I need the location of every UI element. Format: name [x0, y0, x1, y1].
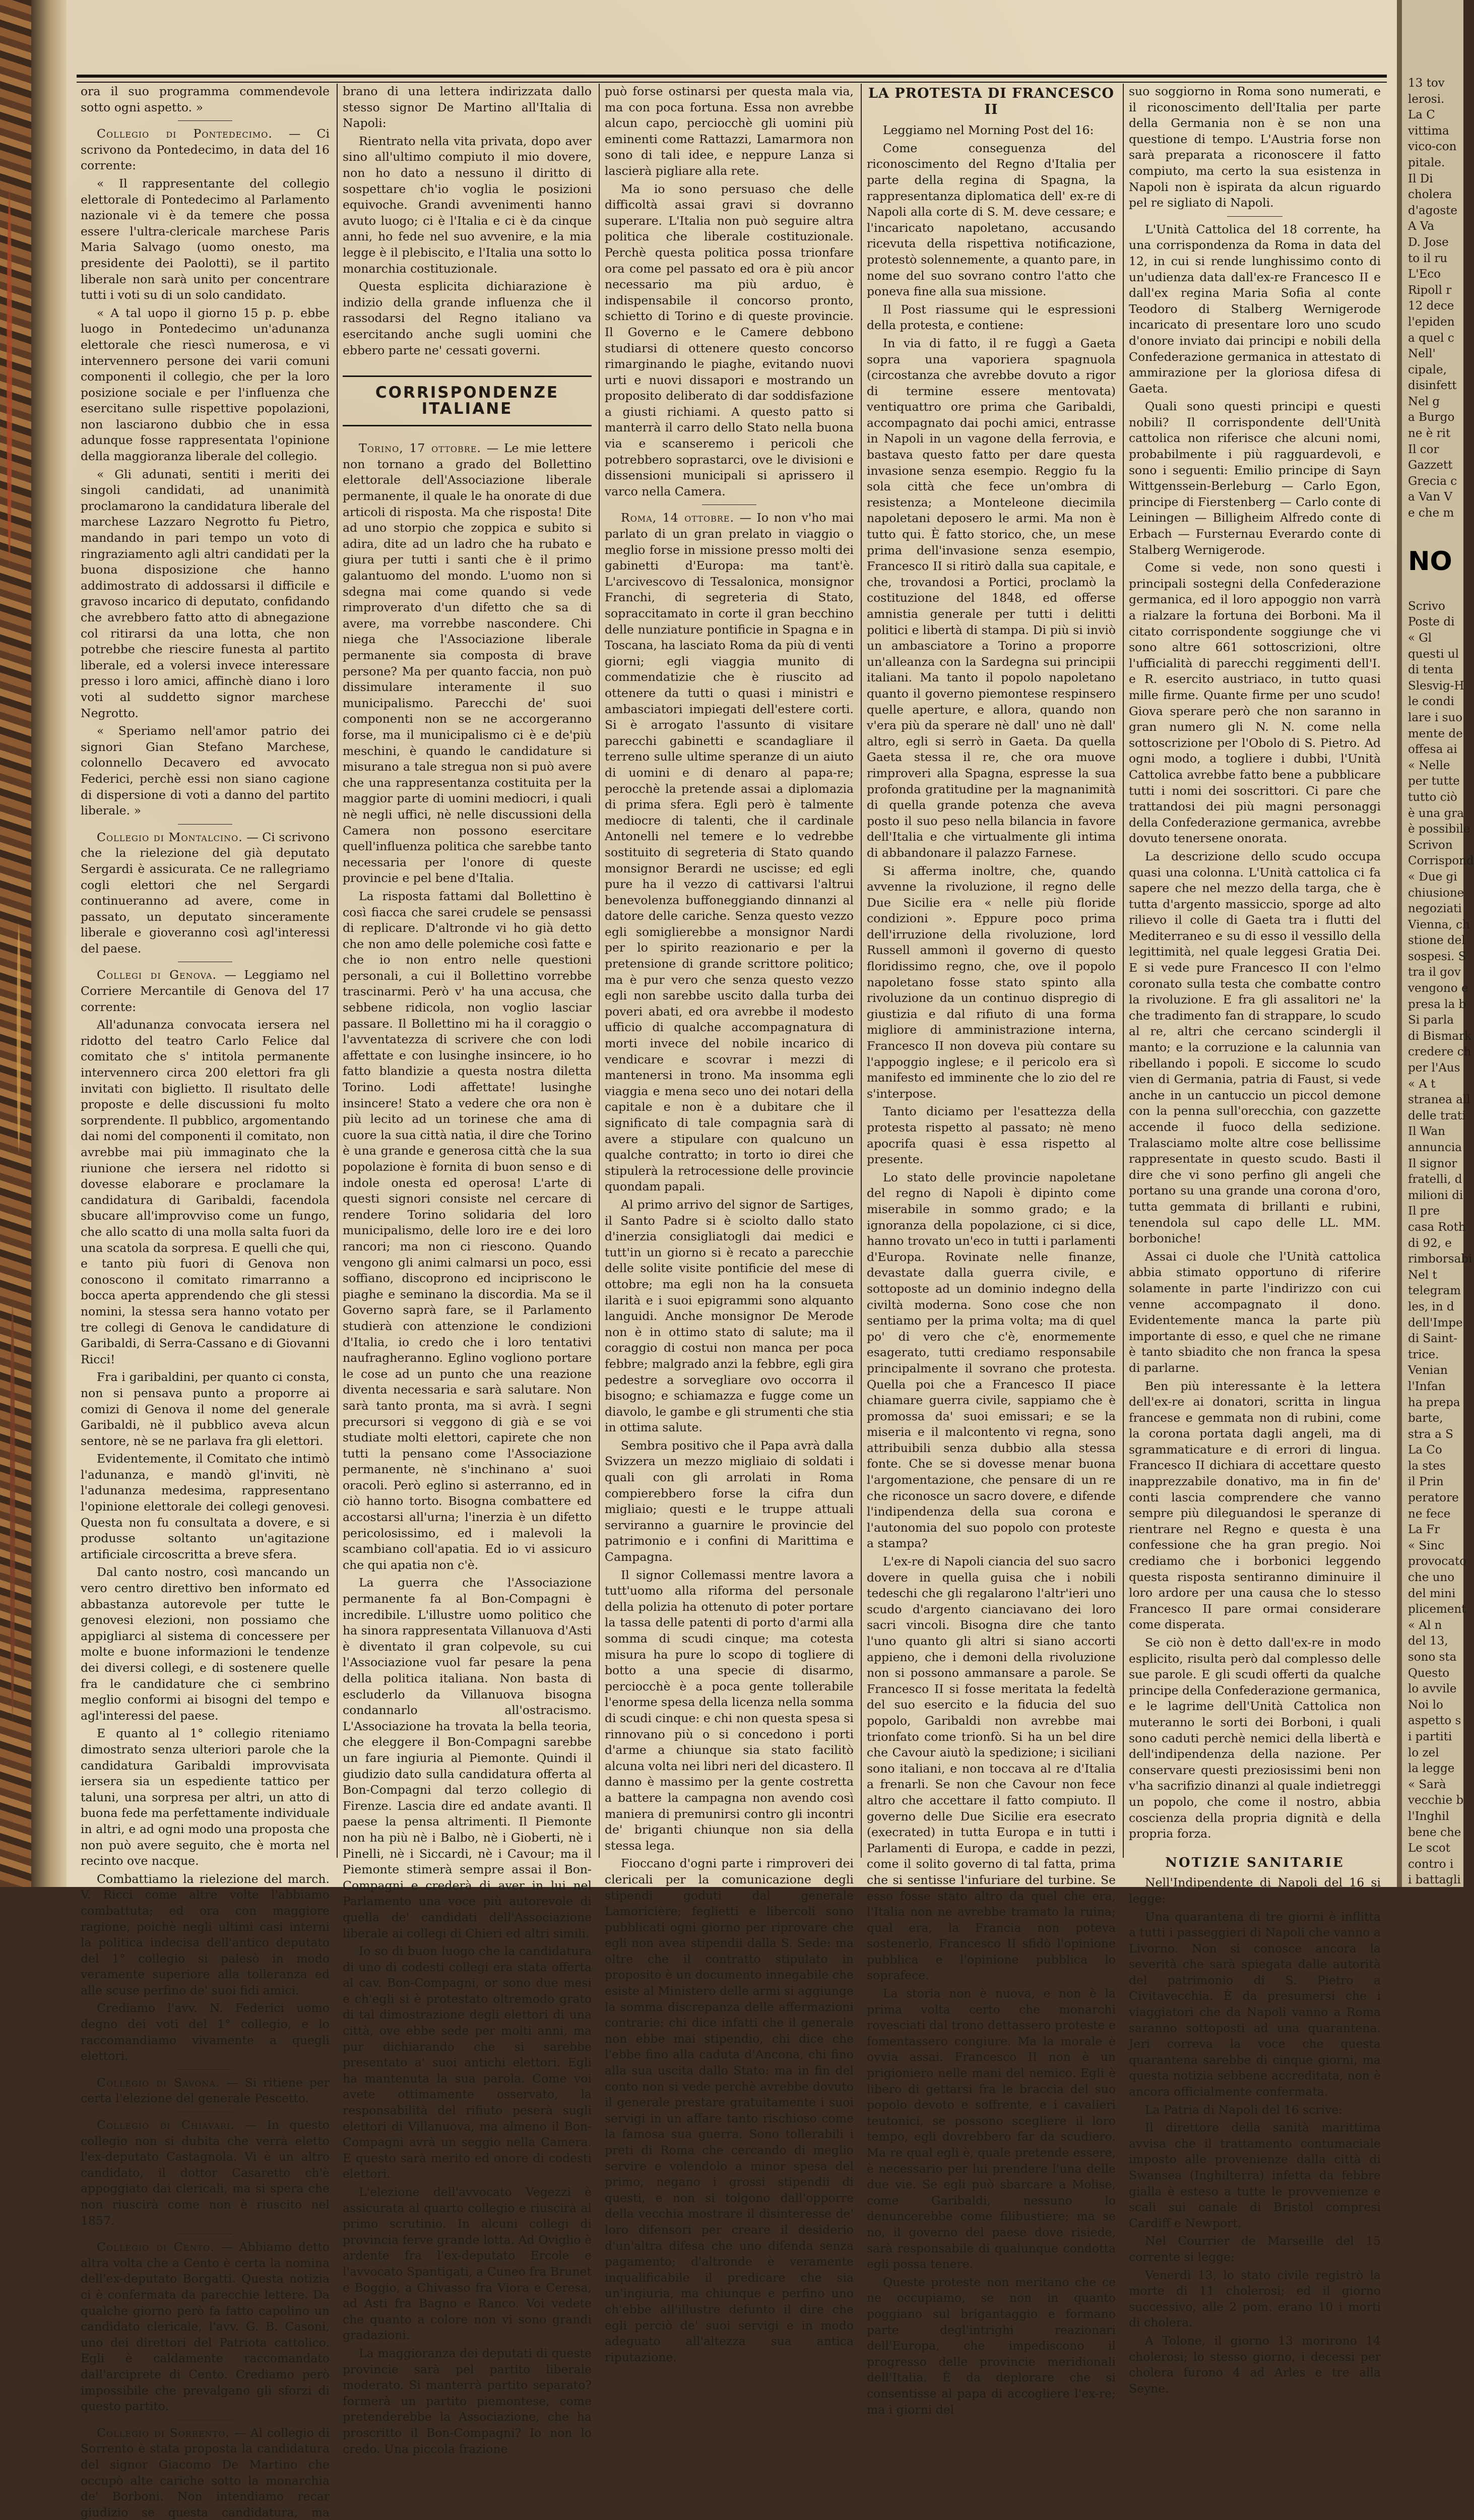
article-paragraph [1129, 222, 1381, 397]
paragraph-text: In via di fatto, il re fuggì a Gaeta sopra una vaporiera spagnuola (circostanza che avrebbe dovuto a rigor di termine essere mentovata) ventiquattro ore prima che Garibaldi, accompagnato dai pochi amici, entrasse in Napoli in un vagone della ferrovia, e bastava questo fatto per dare questa invasione senza esempio. Reggio fu la sola città che fece un'ombra di resistenza; a Monteleone diecimila napoletani deposero le armi. Ma non è tutto qui. È fatto storico, che, un mese prima dell'invasione senza esempio, Francesco II si ritirò dalla sua capitale, e che, trovandosi a Portici, proclamò la costituzione del 1848, ed offerse amnistia generale per tutti i delitti politici e libertà di stampa. Di più si inviò un ambasciatore a Torino a proporre un'alleanza con la Sardegna sui principii italiani. Ma tanto il popolo napoletano quanto il governo piemontese respinsero quelle aperture, e allora, quando non v'era più da sperare nè dall' uno nè dall' altro, egli si serrò in Gaeta. Da quella Gaeta stessa il re, che ora muove rimproveri alla Spagna, espresse la sua profonda gratitudine per la magnanimità di quella grande potenza che aveva posto il suo peso nella bilancia in favore dell'Italia e che virtualmente gli intima di abbandonare il palazzo Farnese. [867, 336, 1116, 860]
paragraph-text: suo soggiorno in Roma sono numerati, e il riconoscimento dell'Italia per parte della Germania non è se non una questione di tempo. L'Austria forse non sarà preparata a riconoscere il fatto compiuto, ma certo la sua esistenza in Napoli non è ispirata da alcun riguardo pel re sigliato di Napoli. [1129, 84, 1381, 210]
paragraph-text: Dal canto nostro, così mancando un vero centro direttivo ben informato ed abbastanza autorevole per tutte le genovesi elezioni, non possiamo che appigliarci al sistema di concessere per molte e buone informazioni le tendenze dei diversi collegi, e di sostenere quelle fra le candidature che ci sembrino meglio conformi ai bisogni del tempo e agl'interessi del paese. [81, 1565, 330, 1723]
next-page-fragment: Ripoll r [1408, 283, 1452, 297]
paragraph-text: La descrizione dello scudo occupa quasi una colonna. L'Unità cattolica ci fa sapere che nel mezzo della targa, che è tutta d'argento massiccio, sporge ad alto rilievo il colle di Gaeta tra i flutti del Mediterraneo e su di esso il vessillo della legittimità, nel quale leggesi Gratia Dei. E si vede pure Francesco II con l'elmo coronato sulla testa che combatte contro la rivoluzione. E fra gli assalitori ne' la che tradimento fan di strappare, lo scudo al re, altri che cercano scindergli il manto; e la corruzione e la calunnia van ribellando i popoli. E siccome lo scudo vien di Germania, patria di Faust, si vede anche in un cantuccio un piccol demone con la penna sull'orecchia, con gazzette accende il fuoco della sedizione. Tralasciamo molte altre cose bellissime rappresentate in questo scudo. Basti il dire che vi sono perfino gli angeli che portano su una grande una corona d'oro, tutta gemmata di brillanti e rubini, tenendola sul capo delle LL. MM. borboniche! [1129, 849, 1381, 1246]
paragraph-text: — Ci scrivono da Pontedecimo, in data del 16 corrente: [81, 127, 330, 173]
paragraph-text: Ma io sono persuaso che delle difficoltà assai gravi si dovranno superare. L'Italia non può seguire altra politica che liberale costituzionale. Perchè questa politica possa trionfare ora come pel passato ed ora è più ancor necessario ma più arduo, è indispensabile il concorso pronto, schietto di Torino e di queste provincie. Il Governo e le Camere debbono studiarsi di ottenere questo concorso rimarginando le piaghe, evitando nuovi urti e nuovi dissapori e mostrando un proposito deliberato di dar soddisfazione a giusti richiami. A questo patto si manterrà il carro dello Stato nella buona via e scanseremo i pericoli che potrebbero soprastarci, ove le divisioni e dissensioni municipali si aprissero il varco nella Camera. [605, 181, 854, 498]
article-paragraph [867, 122, 1116, 139]
article-paragraph [605, 84, 854, 179]
paragraph-text: — Ci scrivono che la rielezione del già deputato Sergardi è assicurata. Ce ne rallegriamo cogli elettori che nel Sergardi continueranno ad avere, come in passato, un deputato sinceramente liberale e gioveranno così agl'interessi del paese. [81, 830, 330, 956]
article-paragraph [81, 1564, 330, 1724]
next-page-fragment: ha prepa [1408, 1396, 1460, 1409]
article-paragraph [867, 2275, 1116, 2418]
next-page-fragment: di Saint- [1408, 1332, 1458, 1346]
next-page-fragment: D. Jose [1408, 235, 1449, 249]
article-paragraph [81, 176, 330, 303]
next-page-fragment: vengono e [1408, 982, 1468, 995]
article-paragraph [1129, 1909, 1381, 2100]
next-page-fragment: a quel c [1408, 331, 1454, 345]
article-paragraph [867, 1104, 1116, 1167]
column-rule [861, 84, 862, 1858]
article-paragraph [1129, 2120, 1381, 2231]
next-page-fragment: di Bismark [1408, 1029, 1471, 1043]
paragraph-text: — Io non v'ho mai parlato di un gran prelato in viaggio o meglio forse in missione presso molti dei gabinetti d'Europa: ma tant'è. L'arcivescovo di Tessalonica, monsignor Franchi, di segreteria di Stato, sopraccitamato in corte il gran becchino delle nunziature pontificie in Spagna e in Toscana, ha lasciato Roma da più di venti giorni; egli viaggia munito di commendatizie che è riuscito ad ottenere da tutti o quasi i ministri e ambasciatori impiegati dell'estere corti. Si è arrogato l'assunto di visitare parecchi gabinetti e scandagliare il terreno sulle ultime speranze di un aiuto di uomini e di denaro al papa-re; perocchè la pretende assai a diplomazia di prima sfera. Egli però è talmente mediocre di talenti, che il cardinale Antonelli nel temere e lo vedrebbe sostituito di segreteria di Stato quando monsignor Berardi ne uscisse; ed egli pure ha il vezzo di cattivarsi l'altrui benevolenza buffoneggiando dinnanzi al datore delle cariche. Senza questo vezzo egli somiglierebbe a monsignor Nardi per lo spirito reazionario e per la pretensione di grande scrittore politico; ma è pur vero che senza questo vezzo egli non sarebbe uscito dalla turba dei poveri abati, ed ora avrebbe il modesto ufficio di qualche accompagnatura di morti invece del nobile incarico di vendicare e scovrar i mezzi di mantenersi in trono. Ma insomma egli viaggia e mena seco uno dei notari della capitale e non è a dubitare che il significato di tale compagnia sarà di avere a stipulare con qualcuno un qualche contratto; in torto io direi che stipulerà la retrocessione delle provincie quondam papali. [605, 511, 854, 1194]
next-page-fragment: « Al n [1408, 1618, 1442, 1632]
paragraph-text: brano di una lettera indirizzata dallo stesso signor De Martino all'Italia di Napoli: [343, 84, 592, 131]
next-page-fragment: « Nelle [1408, 759, 1450, 772]
paragraph-text: A Tolone, il giorno 13 morirono 14 cholerosi; lo stesso giorno, i decessi per cholera furono 4 ad Arles e tre alla Seyne. [1129, 2333, 1381, 2396]
next-page-fragment: lo avvile [1408, 1682, 1457, 1696]
article-paragraph [343, 2184, 592, 2344]
next-page-fragment: e che m [1408, 507, 1454, 520]
next-page-fragment: è possibile [1408, 823, 1470, 836]
article-paragraph [867, 863, 1116, 1102]
article-paragraph [81, 305, 330, 465]
next-page-fragment: lare i suo [1408, 711, 1463, 724]
next-page-fragment: di 92, e [1408, 1236, 1452, 1250]
paragraph-text: Il direttore della sanità marittima avvisa che il trattamento contumaciale imposto alle provenienze dalla città di Swansea (Inghilterra) infetta da febbre gialla è esteso a tutte le provvenienze e scali sui canale di Bristol compresi Cardiff e Newport. [1129, 2120, 1381, 2230]
paragraph-text: Come si vede, non sono questi i principali sostegni della Confederazione germanica, ed il loro appoggio non varrà a rialzare la fortuna dei Borboni. Ma il citato corrispondente soggiunge che vi sono altre 661 sottoscrizioni, oltre l'ufficialità di parecchi reggimenti dell'I. e R. esercito austriaco, in tutto quasi mille firme. Quante firme per uno scudo! Giova sperare però che non saranno in gran numero gli N. N. come nella sottoscrizione per l'Obolo di S. Pietro. Ad ogni modo, a togliere i dubbi, l'Unità Cattolica avrebbe fatto bene a pubblicare tutti i nomi dei soscrittori. Ci pare che trattandosi dei più magni personaggi della Confederazione germanica, avrebbe dovuto tenersene onorata. [1129, 560, 1381, 846]
dateline: Collegi di Genova. [97, 968, 217, 982]
article-paragraph [81, 830, 330, 957]
next-page-fragment: tutto ciò [1408, 790, 1457, 804]
paragraph-text: Fioccano d'ogni parte i rimproveri dei clericali per la comunicazione degli stipendi goduti dal generale Lamoricière; feglietti e libercoli sono pubblicati ogni giorno per riprovare che egli non avea stipendii dalla S. Sede: ma oltre che il contratto stipulato in proposito è un documento innegabile che esiste al Ministero delle armi si aggiunge la somma discrepanza delle affermazioni contrarie: chi dice infatti che il generale non ebbe mai stipendio, chi dice che l'ebbe fino alla caduta d'Ancona, chi fino alla sua uscita dallo Stato: ma in fin del conto non si vede perchè avrebbe dovuto il generale prestare gratuitamente i suoi servigi in un affare tanto rischioso come la famosa sua guerra. Sono tollerabili i preti di Roma che cercando di meglio servire e volendolo a minor spesa del primo, negano i grossi stipendii di questi, e non si tolgono dall'opporre della vecchia mostrare il disinteresse de' loro difensori per creare il desiderio d'un'altra difesa che uno difenda senza pagamento; d'altronde è veramente inqualificabile il predicare che sia un'ingiuria, ma chiunque e perfino uno ch'ebbe all'illustre defunto il dire che egli perciò de' suoi servigi e in modo adeguato all'altezza sua antica riputazione. [605, 1856, 854, 2364]
next-page-fragment: Vienna, ch [1408, 918, 1470, 931]
article-paragraph [343, 134, 592, 277]
paragraph-text: — Leggiamo nel Corriere Mercantile di Genova del 17 corrente: [81, 968, 330, 1014]
next-page-fragment: peratore [1408, 1491, 1459, 1505]
next-page-fragment: a Van V [1408, 490, 1452, 504]
header-rule [77, 75, 1387, 83]
next-page-fragment: Scrivo [1408, 599, 1445, 613]
paragraph-text: Ben più interessante è la lettera dell'ex-re ai donatori, scritta in lingua francese e gemmata non di rubini, come la corona portata dagli angeli, ma di sgrammaticature e di errori di lingua. Francesco II dichiara di accettare questo inapprezzabile donativo, ma in fin de' conti lascia comprendere che vanno sempre più dileguandosi le speranze di rientrare nel Regno e questa è una confessione che ha gran pregio. Noi crediamo che i borbonici leggendo questa risposta sentiranno diminuire il loro ardore per una causa che lo stesso Francesco II pare ormai considerare come disperata. [1129, 1378, 1381, 1632]
article-paragraph [343, 440, 592, 887]
next-page-fragment: Il signor [1408, 1157, 1457, 1170]
next-page-fragment: Noi lo [1408, 1698, 1443, 1712]
next-page-fragment: aspetto s [1408, 1714, 1461, 1728]
paragraph-text: All'adunanza convocata iersera nel ridotto del teatro Carlo Felice dal comitato che s' intitola permanente intervennero circa 200 elettori fra gli invitati con biglietto. Il risultato delle proposte e delle discussioni fu molto sorprendente. Il pubblico, argomentando dai nomi del componenti il comitato, non avrebbe mai più immaginato che la riunione che iersera nel ridotto si dovesse elaborare e proclamare la candidatura di Garibaldi, facendola sbucare all'improvviso come un fungo, che allo scatto di una molla salta fuori da una scatola da sorpresa. E quelli che qui, e tanto più fuori di Genova non conoscono il comitato rimarranno a bocca aperta apprendendo che gli stessi nomini, la stessa sera hanno votato per tre collegi di Genova le candidature di Garibaldi, di Serra-Cassano e di Giovanni Ricci! [81, 1018, 330, 1366]
paragraph-text: Queste proteste non meritano che ce ne occupiamo, se non in quanto poggiano sul brigantaggio e formano parte degl'intrighi reazionari dell'Europa, che impediscono il progresso delle provincie meridionali dell'Italia. È da deplorare che si consentisse al papa di accogliere l'ex-re; ma i giorni del [867, 2275, 1116, 2417]
paragraph-text: La storia non è nuova, e non è la prima volta certo che monarchi rovesciati dal trono dettassero proteste e fomentassero congiure. Ma la morale è ovvia assai. Francesco II non è un prigioniero nelle mani del nemico. Egli è libero di gettarsi fra le braccia del suo popolo devoto e soffrente, e i cavalieri teutonici, se possono scegliere il loro tempo, egli dovrebbero far da scudiero. Ma re qual egli è, quale pretende essere, è necessario per lui prendere l'una delle due vie. Se egli può sbarcare a Molise, come Garibaldi, nessuno lo denuncerebbe come filibustiere; ma se no, il governo del paese dove risiede, sarà responsabile di qualunque condotta egli possa tenere. [867, 1986, 1116, 2272]
next-page-fragment: del 13, [1408, 1634, 1448, 1648]
article-paragraph [343, 1575, 592, 1941]
next-page-fragment: « Sarà [1408, 1778, 1446, 1791]
article-paragraph [81, 1871, 330, 1999]
next-page-fragment: presa la b [1408, 997, 1466, 1011]
article-paragraph [605, 1197, 854, 1436]
next-page-fragment: pitale. [1408, 156, 1445, 169]
paragraph-text: « Speriamo nell'amor patrio dei signori Gian Stefano Marchese, colonnello Decavero ed avvocato Federici, perchè essi non siano cagione di dispersione di voti a danno del partito liberale. » [81, 724, 330, 818]
next-page-fragment: Corrispond [1408, 854, 1474, 868]
section-heading: CORRISPONDENZE ITALIANE [343, 375, 592, 426]
paragraph-text: può forse ostinarsi per questa mala via, ma con poca fortuna. Essa non avrebbe alcun capo, perciocchè gli uomini più eminenti come Rattazzi, Lamarmora non sono di tali idee, e neppure Lanza si lascierà pigliare alla rete. [605, 84, 854, 178]
next-page-fragment: « Gl [1408, 632, 1432, 645]
next-page-fragment: che uno [1408, 1571, 1455, 1585]
next-page-fragment: stranea all [1408, 1093, 1470, 1107]
paragraph-text: « Il rappresentante del collegio elettorale di Pontedecimo al Parlamento nazionale vi è da temere che possa essere l'ultra-clericale marchese Paris Maria Salvago (uomo onesto, ma presidente dei Paolotti), se il partito liberale non sarà unito per concentrare tutti i voti su di un solo candidato. [81, 176, 330, 302]
article-paragraph [81, 84, 330, 115]
next-page-fragment: sospesi. S [1408, 950, 1466, 963]
paragraph-text: E quanto al 1° collegio riteniamo dimostrato senza ulteriori parole che la candidatura Garibaldi improvvisata iersera sia un espediente tattico per taluni, una sorpresa per altri, un atto di buona fede ma perfettamente individuale in altri, e ad ogni modo una proposta che non può avere seguito, che è morta nel recinto ove nacque. [81, 1726, 330, 1868]
article-paragraph [867, 1554, 1116, 1984]
paragraph-text: Sembra positivo che il Papa avrà dalla Svizzera un mezzo migliaio di soldati i quali con gli arrolati in Roma compierebbero forse la cifra dun migliaio; questi e le truppe attuali serviranno a guarnire le provincie del patrimonio e i confini di Marittima e Campagna. [605, 1438, 854, 1564]
next-page-fragment: La Fr [1408, 1523, 1440, 1537]
column-5 [1129, 84, 1381, 2396]
next-page-fragment: per tutte [1408, 775, 1460, 788]
article-paragraph [81, 1726, 330, 1869]
next-page-fragment: Nell' [1408, 347, 1436, 361]
next-page-fragment: Grecia c [1408, 474, 1457, 488]
paragraph-text: Se ciò non è detto dall'ex-re in modo esplicito, risulta però dal complesso delle sue parole. E gli scudi offerti da qualche principe della Confederazione germanica, e le lagrime dell'Unità Cattolica non muteranno le sorti dei Borboni, i quali sono caduti perchè nemici della libertà e dell'indipendenza della nazione. Per conservare questi preziosissimi beni non v'ha sacrifizio dinanzi al quale indietreggi un popolo, che come il nostro, abbia coscienza della propria dignità e della propria forza. [1129, 1635, 1381, 1841]
article-paragraph [1129, 849, 1381, 1247]
paragraph-text: Evidentemente, il Comitato che intimò l'adunanza, e mandò gl'inviti, nè l'adunanza medesima, rappresentano l'opinione elettorale dei collegi genovesi. Questa non fu consultata a dovere, e si produsse soltanto un'agitazione artificiale circoscritta a breve sfera. [81, 1452, 330, 1561]
next-page-fragment: il Prin [1408, 1475, 1444, 1489]
article-paragraph [1129, 560, 1381, 847]
next-page-fragment: delle trati [1408, 1109, 1466, 1122]
article-paragraph [1129, 1635, 1381, 1842]
next-page-fragment: Questo [1408, 1666, 1450, 1680]
next-page-fragment: rimborsabi [1408, 1252, 1472, 1266]
paragraph-text: « A tal uopo il giorno 15 p. p. ebbe luogo in Pontedecimo un'adunanza elettorale che riescì numerosa, e vi intervennero persone dei varii comuni componenti il collegio, che per la loro posizione sociale e per l'influenza che esercitano sulle rispettive popolazioni, non lasciarono dubbio che in essa adunque fosse rappresentata l'opinione della maggioranza liberale del collegio. [81, 305, 330, 464]
newspaper-page [67, 0, 1397, 2519]
article-paragraph [1129, 1378, 1381, 1633]
paragraph-text: Lo stato delle provincie napoletane del regno di Napoli è dipinto come miserabile in sommo grado; e la ignoranza della popolazione, ci si dice, hanno trovato un'eco in tutti i parlamenti d'Europa. Rovinate nelle finanze, devastate dalla guerra civile, e sottoposte ad un dominio indegno della civiltà moderna. Sono cose che non sentiamo per la prima volta; ma di quel po' di vero che c'è, enormemente esagerato, tutti crediamo responsabile principalmente il sovrano che protesta. Quella poi che a Francesco II piace chiamare guerra civile, sappiamo che è promossa da' suoi emissari; e se la miseria e il malcontento vi regna, sono attribuibili senza dubbio alla stessa fonte. Che se si dovesse menar buona l'argomentazione, che pensare di un re che riconosce un sacro dovere, e difende l'indipendenza della sua corona e l'autonomia del suo popolo con proteste a stampa? [867, 1170, 1116, 1551]
paragraph-text: ora il suo programma commendevole sotto ogni aspetto. » [81, 84, 330, 114]
next-page-fragment: 13 tov [1408, 77, 1445, 90]
next-page-fragment: l'Infan [1408, 1379, 1446, 1393]
next-page-fragment: la legge [1408, 1762, 1455, 1776]
next-page-fragment: lerosi. [1408, 92, 1445, 106]
dateline: Collegio di Montalcino. [97, 830, 243, 844]
next-page-fragment: Il cor [1408, 443, 1439, 456]
next-page-fragment: dell'Impe [1408, 1316, 1463, 1330]
article-paragraph [867, 1986, 1116, 2273]
next-page-fragment: ne fece [1408, 1507, 1451, 1521]
next-page-fragment: La C [1408, 108, 1435, 122]
section-rule [178, 824, 233, 825]
next-page-fragment: contro i [1408, 1857, 1454, 1871]
paragraph-text: Assai ci duole che l'Unità cattolica abbia stimato opportuno di riferire solamente in parte l'indirizzo con cui venne accompagnato il dono. Evidentemente manca la parte più importante di esso, e quel che ne rimane è tanto sbiadito che non franca la spesa di parlarne. [1129, 1249, 1381, 1375]
paragraph-text: Venerdì 13, lo stato civile registrò la morte di 11 cholerosi; ed il giorno successivo, alle 2 pom. erano 10 i morti di cholera. [1129, 2267, 1381, 2330]
next-page-fragment: « Due gi [1408, 870, 1457, 884]
next-page-fragment: barte, [1408, 1412, 1443, 1425]
next-page-fragment: fratelli, d [1408, 1173, 1462, 1186]
article-paragraph [81, 1451, 330, 1562]
paragraph-text: — Abbiamo detto altra volta che a Cento è certa la nomina dell'ex-deputato Borgatti. Questa notizia ci è confermata da parecchie lettere. Da qualche giorno però fa fatto capolino un candidato clericale, l'avv. G. B. Casoni, uno dei direttori del Patriota cattolico. Egli è caldamente raccomandato dall'arciprete di Cento. Crediamo però impossibile che prevalgano gli sforzi di questo partito. [81, 2240, 330, 2414]
next-page-fragment: Il Di [1408, 172, 1433, 185]
paragraph-text: Nel Courrier de Marseille del 15 corrente si legge: [1129, 2234, 1381, 2264]
article-paragraph [605, 181, 854, 500]
article-paragraph [81, 2000, 330, 2064]
article-paragraph [867, 1170, 1116, 1552]
dateline: Roma, 14 ottobre. [621, 511, 735, 525]
next-page-fragment: i partiti [1408, 1730, 1452, 1743]
article-paragraph [605, 1567, 854, 1854]
paragraph-text: Il signor Collemassi mentre lavora a tutt'uomo alla riforma del personale della polizia ha ottenuto di poter portare la tassa delle patenti di porto d'armi alla somma di scudi cinque; ma cotesta misura ha pure lo scopo di togliere di botto a una specie di disarmo, perciocchè è a poca gente tollerabile l'enorme spesa della licenza nella somma di scudi cinque: e chi non questa spesa si rinnovano più o si concedono i porti d'arme a chiunque sia stato facilitò alcuna volta nei libri neri del dicastero. Il danno è massimo per la gente costretta a battere la campagna non avendo così maniera di premunirsi contro gli incontri de' briganti chiunque non sia della stessa lega. [605, 1567, 854, 1853]
next-page-fragment: plicement [1408, 1603, 1466, 1616]
next-page-fragment: les, in d [1408, 1300, 1454, 1313]
section-heading: NOTIZIE SANITARIE [1165, 1855, 1344, 1870]
article-paragraph [343, 279, 592, 358]
next-page-fragment: 12 dece [1408, 299, 1454, 313]
next-page-fragment: Slesvig-H [1408, 679, 1464, 692]
next-page-fragment [1408, 583, 1462, 599]
next-page-fragment: negoziati [1408, 902, 1462, 916]
dateline: Collegio di Savona. [97, 2075, 220, 2090]
article-paragraph [81, 2075, 330, 2107]
next-page-fragment: ne è rit [1408, 427, 1451, 440]
article-paragraph [343, 84, 592, 132]
article-paragraph [343, 1943, 592, 2182]
article-paragraph [81, 126, 330, 174]
dateline: Collegio di Cento. [97, 2240, 215, 2254]
next-page-fragment: Si parla [1408, 1014, 1454, 1027]
article-paragraph [81, 1017, 330, 1367]
article-paragraph [81, 467, 330, 722]
column-rule [599, 84, 600, 1858]
next-page-fragment: i battagli [1408, 1873, 1461, 1887]
next-page-fragment: questi ul [1408, 647, 1459, 661]
paragraph-text: Questa esplicita dichiarazione è indizio della grande influenza che il rassodarsi del Regno italiano va esercitando anche sugli uomini che ebbero parte ne' cessati governi. [343, 279, 592, 357]
next-page-fragment: annuncia [1408, 1141, 1462, 1154]
article-paragraph [1129, 2233, 1381, 2265]
section-rule [178, 2069, 233, 2070]
next-page-fragment [1408, 522, 1462, 538]
dateline: Collegio di Sorrento. [97, 2425, 230, 2440]
paragraph-text: — In questo collegio non si dubita che verrà eletto l'ex-deputato Castagnola. Vi è un altro candidato, il dottor Casaretto ch'è appoggiato dai clericali, ma si spera che non riuscirà come non è riuscito nel 1857. [81, 2118, 330, 2228]
column-rule [337, 84, 338, 1858]
next-page-fragment: to il ru [1408, 251, 1448, 265]
book-binding [0, 0, 31, 1887]
next-page-fragment: « A t [1408, 1077, 1436, 1091]
paragraph-text: Una quarantena di tre giorni è inflitta a tutti i passeggieri di Napoli che vanno a Livorno. Non si conosce ancora la severità che sarà spiegata dalle autorità del patrimonio di S. Pietro a Civitavecchia. È da presumersi che i viaggiatori che da Napoli vanno a Roma saranno sottoposti ad una quarantena. Jeri correva la voce che questa quarantena sarebbe di cinque giorni, ma questa notizia sebbene accreditata, non è ancora officialmente confermata. [1129, 1909, 1381, 2099]
next-page-fragment: Poste di [1408, 615, 1455, 629]
article-paragraph [867, 302, 1116, 334]
next-page-fragment: Gazzett [1408, 459, 1453, 472]
section-rule [1227, 216, 1283, 217]
next-page-fragment: lo zel [1408, 1746, 1439, 1759]
article-paragraph [605, 1856, 854, 2365]
paragraph-text: — Al collegio di Sorrento è stata proposta la candidatura del signor Giacomo De Martino che occupò alte cariche sotto la monarchia de' Borboni. Non intendiamo recar giudizio se questa candidatura, ma [81, 2425, 330, 2519]
next-page-fragment: telegram [1408, 1284, 1461, 1298]
next-page-fragment: stra a S [1408, 1427, 1453, 1441]
next-page-fragment: cholera [1408, 188, 1452, 202]
next-page-fragment: Il Wan [1408, 1125, 1445, 1139]
article-paragraph [343, 2346, 592, 2457]
next-page-fragment: Venian [1408, 1364, 1448, 1377]
next-page-fragment: Scrivon [1408, 838, 1453, 852]
article-paragraph [1129, 2102, 1381, 2118]
next-page-fragment: vittima [1408, 124, 1449, 138]
paragraph-text: La risposta fattami dal Bollettino è così fiacca che sarei crudele se pensassi di replicare. D'altronde vi ho già detto che non amo delle polemiche così fatte e che io non entro nelle questioni personali, a cui il Bollettino vorrebbe trascinarmi. Però v' ha una accusa, che sebbene ridicola, non voglio lasciar passare. Il Bollettino mi ha il coraggio o l'avventatezza di scrivere che con lodi affettate e con lusinghe insincere, io ho fatto blandizie a questa nostra diletta Torino. Lodi affettate! lusinghe insincere! Stato a vedere che ora non è più lecito ad un torinese che ama di cuore la sua città natìa, il dire che Torino è una grande e generosa città che la sua popolazione è fornita di buon senso e di indole onesta ed operosa! L'arte di questi signori consiste nel cercare di rendere Torino solidaria del loro municipalismo, delle loro ire e dei loro rancori; ma non ci riescono. Quando vengono gli animi calmarsi un poco, essi soffiano, discoprono ed incipriscono le piaghe e seminano la discordia. Ma se il Governo saprà fare, se il Parlamento studierà con attenzione le condizioni d'Italia, io credo che i loro tentativi naufragheranno. Eglino vogliono portare le cose ad un punto che una reazione diventa necessaria e sarà salutare. Non sarà tanto pronta, ma si avrà. I segni precursori si veggono di già e se voi studiate molti elettori, capirete che non tutti la pensano come l'Associazione permanente, nè s'inchinano a' suoi oracoli. Però eglino si asterranno, ed in ciò hanno torto. Bisogna combattere ed accostarsi all'urna; l'inerzia è un difetto pericolosissimo, ed i malevoli la scambiano coll'apatia. Ed io vi assicuro che qui apatia non c'è. [343, 889, 592, 1572]
paragraph-text: « Gli adunati, sentiti i meriti dei singoli candidati, ad unanimità proclamarono la candidatura liberale del marchese Lazzaro Negrotto fu Pietro, mandando in pari tempo un voto di ringraziamento agli altri candidati per la buona disposizione che hanno addimostrato di addossarsi il difficile e gravoso incarico di deputato, confidando che avrebbero fatto atto di abnegazione col ritirarsi da una lotta, che non potrebbe che riescire funesta al partito liberale, ed a volersi invece interessare presso i loro amici, affinchè diano i loro voti al suddetto signor marchese Negrotto. [81, 467, 330, 720]
article-paragraph [81, 723, 330, 819]
article-paragraph [1129, 1249, 1381, 1376]
next-page-edge [1397, 0, 1474, 1887]
paragraph-text: Crediamo l'avv. N. Federici uomo degno dei voti del 1° collegio, e lo raccomandiamo vivamente a quegli elettori. [81, 2001, 330, 2063]
paragraph-text: Come conseguenza del riconoscimento del Regno d'Italia per parte della regina di Spagna, la rappresentanza diplomatica dell' ex-re di Napoli alla corte di S. M. deve cessare; e l'incaricato napoletano, accusando ricevuta della rispettiva notificazione, protestò solennemente, a quanto pare, in nome del suo sovrano contro l'atto che poneva fine alla sua missione. [867, 141, 1116, 299]
next-page-fragment: milioni di [1408, 1188, 1463, 1202]
article-paragraph [605, 510, 854, 1195]
column-1 [81, 84, 330, 2519]
paragraph-text: Al primo arrivo del signor de Sartiges, il Santo Padre si è sciolto dallo stato d'inerzia consigliatogli dai medici e tutt'in un giorno si è recato a parecchie delle solite visite pontificie del mese di ottobre; ma egli non ha la consueta ilarità e i suoi epigrammi sono alquanto languidi. Anche monsignor De Merode non è in ottimo stato di salute; ma il coraggio di costui non manca per poca febbre; malgrado anzi la febbre, egli gira pedestre a sorvegliare ovo occorra il bisogno; e schiamazza e fugge come un diavolo, le gambe e gli strumenti che stia in ottima salute. [605, 1197, 854, 1435]
article-paragraph [1129, 84, 1381, 211]
column-2 [343, 84, 592, 2456]
next-page-fragment: stione del [1408, 934, 1465, 948]
article-paragraph [81, 2239, 330, 2415]
next-page-fragment: l'epiden [1408, 315, 1455, 329]
next-page-fragment: « Sinc [1408, 1539, 1445, 1552]
next-page-fragment: A Va [1408, 220, 1435, 233]
next-page-fragment: a Burgo [1408, 411, 1455, 424]
next-page-fragment: mente de [1408, 727, 1463, 740]
column-3 [605, 84, 854, 2364]
paragraph-text: Tanto diciamo per l'esattezza della protesta rispetto al passato; nè meno apocrifa quasi è essa rispetto al presente. [867, 1104, 1116, 1167]
article-paragraph [81, 2425, 330, 2520]
article-paragraph [1129, 399, 1381, 558]
paragraph-text: Fra i garibaldini, per quanto ci consta, non si pensava punto a proporre ai comizi di Genova il nome del generale Garibaldi, nè il pubblico aveva alcun sentore, nè se ne parlava fra gli elettori. [81, 1370, 330, 1448]
next-page-fragment: vico-con [1408, 140, 1457, 154]
next-page-fragment: è una gra [1408, 806, 1464, 820]
dateline: Torino, 17 ottobre. [359, 441, 481, 456]
next-page-fragment: Nel t [1408, 1268, 1437, 1282]
paragraph-text: La maggioranza dei deputati di queste provincie sarà pel partito liberale moderato. Si manterrà partito separato? formerà un partito piemontese, come pretenderebbe la Associazione, che ha proscritto il Bon-Compagni? Io non lo credo. Una piccola frazione [343, 2346, 592, 2456]
article-paragraph [81, 1369, 330, 1449]
dateline: Collegio di Pontedecimo. [97, 127, 273, 141]
paragraph-text: Leggiamo nel Morning Post del 16: [883, 123, 1094, 138]
page-gutter [31, 0, 67, 1887]
article-paragraph [1129, 2267, 1381, 2331]
next-page-fragment: di tenta [1408, 663, 1454, 677]
article-paragraph [1129, 2333, 1381, 2397]
next-page-fragment: credere ch [1408, 1045, 1471, 1059]
next-page-fragment: sono sta [1408, 1651, 1457, 1664]
column-4 [867, 84, 1116, 2417]
paragraph-text: — Si ritiene per certa l'elezione del generale Pescetto. [81, 2075, 330, 2106]
paragraph-text: La Patria di Napoli del 16 scrive: [1145, 2102, 1343, 2117]
next-page-fragment: trice. [1408, 1348, 1439, 1361]
next-page-fragment: NO [1408, 546, 1452, 577]
next-page-fragment: bene che [1408, 1825, 1461, 1839]
next-page-fragment: offesa ai [1408, 743, 1457, 757]
paragraph-text: Nell'Indipendente di Napoli del 16 si legge: [1129, 1875, 1381, 1906]
next-page-fragment: disinfett [1408, 379, 1457, 393]
next-page-fragment: la stes [1408, 1459, 1446, 1473]
paragraph-text: L'elezione dell'avvocato Vegezzi è assicurata al quarto collegio e riuscirà al primo scrutinio. In alcuni collegi di provincia ferve grande lotta. Ad Oviglio è ardente fra l'ex-deputato Ercole e l'avvocato Spantigati, a Cuneo fra Brunet e Boggio, a Chivasso fra Viora e Ceresa, ad Asti fra Bagno e Ranco. Voi vedete che quanto a colore non vi sono grandi gradazioni. [343, 2185, 592, 2343]
next-page-fragment: casa Roth [1408, 1220, 1466, 1234]
next-page-fragment: cipale, [1408, 363, 1447, 376]
article-title: LA PROTESTA DI FRANCESCO II [868, 86, 1114, 117]
next-page-fragment: tra il gov [1408, 966, 1461, 979]
article-paragraph [81, 967, 330, 1015]
paragraph-text: Quali sono questi principi e questi nobili? Il corrispondente dell'Unità cattolica non riferisce che alcuni nomi, probabilmente i più ragguardevoli, e sono i seguenti: Emilio principe di Sayn Wittgenssein-Berleburg — Carlo Egon, principe di Fierstenberg — Carlo conte di Leiningen — Billigheim Alfredo conte di Erbach — Fursternau Everardo conte di Stalberg Wernigerode. [1129, 399, 1381, 557]
next-page-fragment: Il pre [1408, 1205, 1440, 1218]
next-page-fragment: per l'Aus [1408, 1061, 1460, 1075]
article-paragraph [81, 2117, 330, 2229]
paragraph-text: La guerra che l'Associazione permanente fa al Bon-Compagni è incredibile. L'illustre uomo politico che ha sinora rappresentata Villanuova d'Asti è diventato il gran colpevole, su cui l'Associazione vuol far pesare la pena della politica italiana. Non basta di escluderlo da Villanuova bisogna condannarlo all'ostracismo. L'Associazione ha trovata la bella teoria, che eleggere il Bon-Compagni sarebbe un fare ingiuria al Piemonte. Quindi il giudizio dato sulla candidatura offerta al Bon-Compagni dal terzo collegio di Firenze. Lascia dire ed andate avanti. Il paese la pensa altrimenti. Il Piemonte non ha più nè i Balbo, nè i Gioberti, nè i Pinelli, nè i Siccardi, nè i Cavour; ma il Piemonte stimerà sempre assai il Bon-Compagni e crederà di aver in lui nel Parlamento una voce più autorevole di quella de' candidati dell'Associazione liberale ai collegi di Chieri ed altri simili. [343, 1576, 592, 1940]
article-paragraph [867, 141, 1116, 300]
next-page-fragment: chiusione [1408, 886, 1464, 900]
next-page-fragment: Le scot [1408, 1842, 1450, 1855]
next-page-fragment: del mini [1408, 1587, 1456, 1600]
next-page-fragment: l'Inghil [1408, 1809, 1449, 1823]
next-page-fragment: Nel g [1408, 395, 1440, 408]
article-paragraph [867, 336, 1116, 861]
article-paragraph [1129, 1875, 1381, 1907]
next-page-fragment: d'agoste [1408, 204, 1457, 217]
paragraph-text: Io so di buon luogo che la candidatura di uno di codesti collegi era stata offerta al cav. Bon-Compagni, or sono due mesi e ch'egli si è protestato oltremodo grato di tal dimostrazione degli elettori di una città, ove ebbe sede per molti anni, ma pur dichiarando che si sarebbe presentato a' suoi antichi elettori. Egli ha mantenuta la sua parola. Come voi avete ottimamente osservato, la responsabilità del rifiuto peserà sugli elettori di Villanuova, ma almeno il Bon-Compagni avrà un seggio nella Camera. E questo sarà merito ed onore di codesti elettori. [343, 1944, 592, 2181]
article-paragraph [605, 1438, 854, 1565]
paragraph-text: L'Unità Cattolica del 18 corrente, ha una corrispondenza da Roma in data del 12, in cui si rende lunghissimo conto di un'udienza data dall'ex-re Francesco II e dall'ex regina Maria Sofia al conte Teodoro di Stalberg Wernigerode incaricato di presentare loro uno scudo d'onore inviato dai principi e nobili della Confederazione germanica in attestato di ammirazione per la gloriosa difesa di Gaeta. [1129, 222, 1381, 396]
section-rule [178, 120, 233, 121]
paragraph-text: — Le mie lettere non tornano a grado del Bollettino elettorale dell'Associazione liberale permanente, il quale le ha onorate di due articoli di risposta. Ma che risposta! Dite ad uno storpio che zoppica e subito si adira, dite ad un ladro che ha rubato e giura per tutti i santi che è il primo galantuomo del mondo. L'uomo non si sdegna mai come quando si vede rimproverato d'un difetto che sa di avere, ma vorrebbe nascondere. Chi niega che l'Associazione liberale permanente sia composta di brave persone? Ma per quanto faccia, non può dissimulare interamente il suo municipalismo. Parecchi de' suoi componenti non se ne accorgeranno forse, ma il municipalismo ci è e de'più meschini, è quando le candidature si misurano a tale stregua non si può avere che una rappresentanza costituita per la maggior parte di uomini mediocri, i quali nè negli uffici, nè nelle discussioni della Camera non possono esercitare quell'influenza politica che sarebbe tanto necessaria per l'onore di queste provincie e pel bene d'Italia. [343, 441, 592, 886]
next-page-fragment: La Co [1408, 1443, 1442, 1457]
dateline: Collegio di Chiavari. [97, 2118, 235, 2132]
next-page-fragment: le condi [1408, 695, 1454, 709]
paragraph-text: Il Post riassume qui le espressioni della protesta, e contiene: [867, 302, 1116, 333]
column-rule [1123, 84, 1124, 1858]
next-page-fragment: provocato [1408, 1555, 1467, 1568]
article-paragraph [343, 889, 592, 1573]
next-page-fragment: L'Eco [1408, 268, 1441, 281]
paragraph-text: Combattiamo la rielezione del march. V. Ricci come altre volte l'abbiamo combattuta; ed ora con maggiore ragione, poichè negli ultimi casi interni la politica indecisa dell'antico deputato del 1° collegio si palesò in modo veramente superiore alla tolleranza ed alle scuse perfino de' suoi fidi amici. [81, 1871, 330, 1997]
next-page-fragment: vecchie b [1408, 1794, 1464, 1807]
paragraph-text: L'ex-re di Napoli ciancia del suo sacro dovere in quella guisa che i nobili tedeschi che gli regalarono l'altr'ieri uno scudo d'argento cianciavano dei loro sacri vincoli. Bisogna dire che tanto l'uno quanto gli altri si siano accorti appieno, che i demoni della rivoluzione non si possono ammansare a parole. Se Francesco II si fosse meritata la fedeltà del suo esercito e la fiducia del suo popolo, Garibaldi non avrebbe mai trionfato come trionfò. Si ha un bel dire che Cavour aiutò la spedizione; i siciliani sono italiani, e non toccava al re d'Italia a frenarli. Se non che Cavour non fece altro che accettare il fatto compiuto. Il governo delle Due Sicilie era esecrato (execrated) in tutta Europa e in tutti i Parlamenti di Europa, e cadde in pezzi, come il solito governo di tal fatta, prima che si sentisse l'infuriare del turbine. Se esso fosse stato altro da quel che era, l'Italia non ne avrebbe tramato la ruina; qual era, la Francia non poteva sostenerlo, Francesco II sfidò l'opinione pubblica e l'opinione pubblica lo soprafece. [867, 1554, 1116, 1983]
paragraph-text: Rientrato nella vita privata, dopo aver sino all'ultimo compiuto il mio dovere, non ho dato a nessuno il diritto di sospettare ch'io voglia le posizioni equivoche. Grandi avvenimenti hanno avuto luogo; ci è l'Italia e ci è da cinque anni, ho fede nel suo avvenire, e la mia legge è il plebiscito, e l'Italia una sotto lo monarchia costituzionale. [343, 134, 592, 276]
paragraph-text: Si afferma inoltre, che, quando avvenne la rivoluzione, il regno delle Due Sicilie era « nelle più floride condizioni ». Eppure poco prima dell'irruzione della rivoluzione, lord Russell ammonì il governo di questo floridissimo regno, che, ove il popolo napoletano fosse stato spinto alla rivoluzione da un continuo dispregio di giustizia e dal rifiuto di una forma migliore di amministrazione interna, Francesco II non doveva più contare su l'appoggio inglese; e il pericolo era sì manifesto ed imminente che lo zio del re s'interpose. [867, 863, 1116, 1101]
